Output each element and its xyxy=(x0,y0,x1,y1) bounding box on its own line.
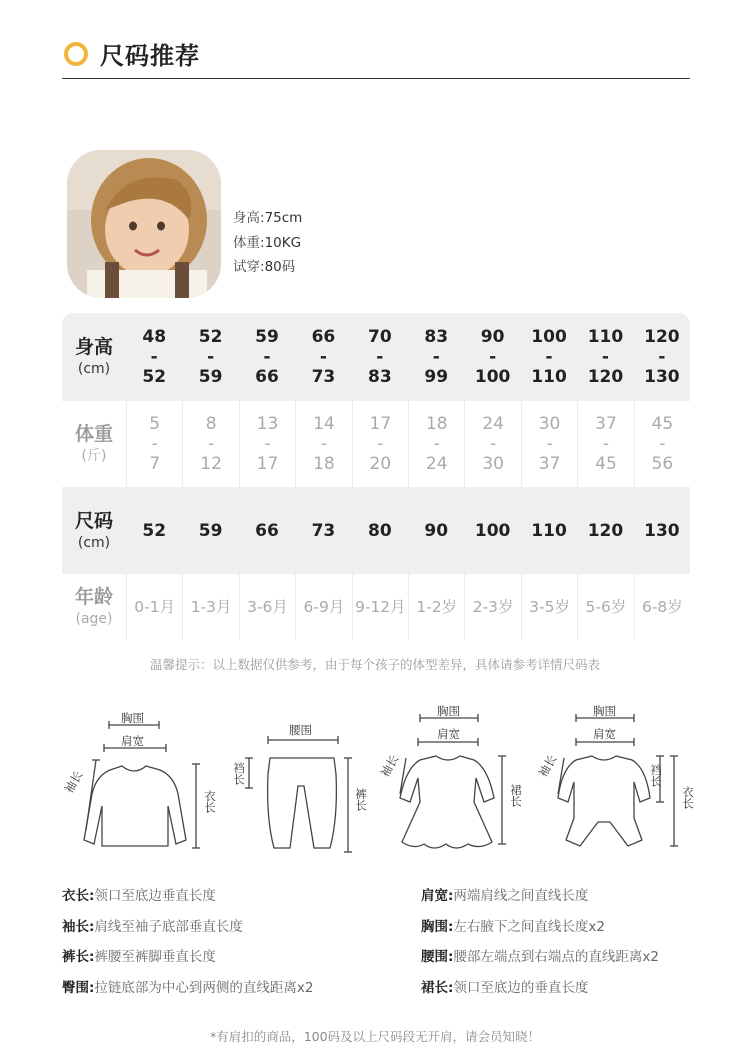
definition-term: 臀围: xyxy=(62,979,95,996)
cell-value: 130 xyxy=(644,520,680,541)
cell-value: 100 xyxy=(474,520,511,541)
cell-value: 20 xyxy=(369,454,392,474)
table-cell xyxy=(634,313,690,401)
table-cell xyxy=(239,313,295,401)
cell-value: 8 xyxy=(205,414,217,434)
footer-note: *有肩扣的商品，100码及以上尺码段无开肩，请会员知晓！ xyxy=(209,1029,541,1044)
cell-value: - xyxy=(658,347,666,367)
model-weight: 体重:10KG xyxy=(233,234,302,251)
definition-term: 衣长: xyxy=(62,888,95,904)
cell-value: 17 xyxy=(256,454,279,474)
garment-diagrams xyxy=(0,698,750,868)
cell-value: 120 xyxy=(587,520,624,541)
table-cell xyxy=(239,574,295,640)
table-cell xyxy=(577,487,633,574)
cell-value: - xyxy=(376,347,384,367)
cell-value: 66 xyxy=(255,520,279,541)
table-row xyxy=(62,313,690,401)
definition-text: 裤腰至裤脚垂直长度 xyxy=(94,949,216,965)
cell-value: - xyxy=(546,434,553,454)
cell-value: 24 xyxy=(425,454,448,474)
table-cell xyxy=(295,401,351,487)
definition-text: 两端肩线之间直线长度 xyxy=(453,888,589,904)
row-header xyxy=(62,313,126,401)
cell-value: 59 xyxy=(255,327,279,347)
row-header xyxy=(62,487,126,574)
cell-value: 80 xyxy=(367,520,392,541)
row-header-unit: (斤) xyxy=(81,448,107,464)
table-cell xyxy=(352,313,408,401)
definition-term: 肩宽: xyxy=(421,888,454,904)
cell-value: - xyxy=(151,434,158,454)
table-cell xyxy=(239,401,295,487)
definition-term: 腰围: xyxy=(421,949,454,965)
row-header-title: 体重 xyxy=(74,423,113,445)
model-info xyxy=(233,206,302,280)
cell-value: 1-2岁 xyxy=(416,598,458,616)
definition-text: 领口至底边垂直长度 xyxy=(94,888,216,904)
cell-value: - xyxy=(207,347,215,367)
table-cell xyxy=(126,313,182,401)
model-height: 身高:75cm xyxy=(233,210,303,226)
row-header-title: 年龄 xyxy=(74,586,113,608)
size-table xyxy=(62,313,690,640)
row-header-unit: (age) xyxy=(75,611,113,627)
label-shoulder-romper: 肩宽 xyxy=(593,727,616,741)
cell-value: 5 xyxy=(149,414,161,434)
cell-value: 90 xyxy=(480,327,505,347)
row-header xyxy=(62,574,126,640)
label-sleeve: 袖长 xyxy=(61,768,86,796)
cell-value: - xyxy=(150,347,158,367)
definition-item xyxy=(421,942,659,973)
row-header xyxy=(62,401,126,487)
cell-value: - xyxy=(377,434,384,454)
label-chest-romper: 胸围 xyxy=(593,704,616,718)
definition-item xyxy=(62,942,313,973)
cell-value: 17 xyxy=(369,414,392,434)
definition-term: 裙长: xyxy=(421,979,454,996)
cell-value: 56 xyxy=(651,454,674,474)
cell-value: 100 xyxy=(474,367,511,387)
cell-value: 83 xyxy=(367,367,392,387)
cell-value: 59 xyxy=(198,520,223,541)
definition-item xyxy=(421,881,659,912)
cell-value: - xyxy=(263,347,271,367)
cell-value: 0-1月 xyxy=(134,598,176,616)
cell-value: 12 xyxy=(200,454,222,474)
row-header-title: 身高 xyxy=(74,336,113,358)
cell-value: 110 xyxy=(587,327,624,347)
cell-value: 73 xyxy=(311,520,336,541)
cell-value: 3-5岁 xyxy=(529,598,570,616)
cell-value: 130 xyxy=(644,367,680,387)
label-length-romper: 衣长 xyxy=(681,786,695,809)
cell-value: - xyxy=(433,434,440,454)
table-cell xyxy=(295,313,351,401)
cell-value: 30 xyxy=(538,414,561,434)
table-cell xyxy=(182,574,238,640)
cell-value: 120 xyxy=(587,367,624,387)
definition-text: 拉链底部为中心到两侧的直线距离x2 xyxy=(94,979,314,996)
table-cell xyxy=(408,487,464,574)
model-photo xyxy=(67,150,221,298)
table-cell xyxy=(634,487,690,574)
table-cell xyxy=(182,401,238,487)
cell-value: - xyxy=(601,347,609,367)
definition-text: 腰部左端点到右端点的直线距离x2 xyxy=(453,949,659,965)
cell-value: - xyxy=(319,347,327,367)
definition-item xyxy=(62,973,313,1004)
table-cell xyxy=(521,574,577,640)
table-cell xyxy=(577,574,633,640)
table-cell xyxy=(126,574,182,640)
table-row xyxy=(62,401,690,487)
cell-value: - xyxy=(489,347,497,367)
cell-value: 9-12月 xyxy=(354,598,406,616)
cell-value: 14 xyxy=(313,414,335,434)
cell-value: - xyxy=(659,434,666,454)
label-skirt: 裙长 xyxy=(509,784,523,807)
table-cell xyxy=(634,401,690,487)
table-row xyxy=(62,574,690,640)
label-length: 衣长 xyxy=(203,790,217,813)
cell-value: 37 xyxy=(595,414,617,434)
cell-value: - xyxy=(490,434,497,454)
cell-value: 1-3月 xyxy=(190,598,232,616)
section-header xyxy=(62,34,690,79)
definitions-left xyxy=(62,881,313,1003)
cell-value: 120 xyxy=(644,327,680,347)
cell-value: 2-3岁 xyxy=(472,598,514,616)
cell-value: 5-6岁 xyxy=(585,598,627,616)
cell-value: 37 xyxy=(538,454,561,474)
table-cell xyxy=(352,487,408,574)
row-header-title: 尺码 xyxy=(74,509,113,532)
label-shoulder-dress: 肩宽 xyxy=(437,727,460,741)
table-cell xyxy=(408,313,464,401)
cell-value: - xyxy=(320,434,327,454)
table-cell xyxy=(126,401,182,487)
cell-value: 59 xyxy=(198,367,223,387)
cell-value: 66 xyxy=(311,327,336,347)
table-cell xyxy=(239,487,295,574)
label-sleeve-dress: 袖长 xyxy=(377,752,402,780)
cell-value: 6-9月 xyxy=(303,598,345,616)
cell-value: 110 xyxy=(531,520,567,541)
definition-text: 肩线至袖子底部垂直长度 xyxy=(94,918,243,935)
cell-value: - xyxy=(208,434,215,454)
label-chest-dress: 胸围 xyxy=(437,704,460,718)
table-cell xyxy=(521,401,577,487)
cell-value: 45 xyxy=(595,454,617,474)
definition-item xyxy=(421,973,659,1004)
table-cell xyxy=(464,574,520,640)
table-cell xyxy=(295,574,351,640)
cell-value: 52 xyxy=(198,327,223,347)
table-cell xyxy=(126,487,182,574)
cell-value: - xyxy=(602,434,610,454)
size-note: 温馨提示：以上数据仅供参考，由于每个孩子的体型差异，具体请参考详情尺码表 xyxy=(149,657,600,672)
definition-term: 胸围: xyxy=(421,918,454,935)
label-chest: 胸围 xyxy=(121,711,144,725)
table-cell xyxy=(464,313,520,401)
table-cell xyxy=(352,401,408,487)
table-cell xyxy=(577,313,633,401)
cell-value: 99 xyxy=(424,367,449,387)
garment-outlines xyxy=(0,698,750,868)
definition-term: 裤长: xyxy=(62,949,95,965)
cell-value: 18 xyxy=(313,454,335,474)
cell-value: 66 xyxy=(255,367,279,387)
label-pants: 裤长 xyxy=(354,788,368,811)
cell-value: - xyxy=(432,347,440,367)
cell-value: 90 xyxy=(424,520,449,541)
cell-value: 13 xyxy=(256,414,279,434)
label-shoulder: 肩宽 xyxy=(121,734,144,748)
circle-icon xyxy=(64,42,88,66)
cell-value: 70 xyxy=(367,327,392,347)
table-cell xyxy=(521,487,577,574)
definition-item xyxy=(62,881,313,912)
cell-value: 52 xyxy=(142,367,167,387)
cell-value: 73 xyxy=(311,367,336,387)
table-cell xyxy=(352,574,408,640)
definitions-right xyxy=(421,881,659,1003)
label-rise: 裆长 xyxy=(232,762,246,785)
cell-value: 83 xyxy=(424,327,449,347)
definition-term: 袖长: xyxy=(62,918,95,935)
cell-value: 3-6月 xyxy=(247,598,288,616)
table-cell xyxy=(464,401,520,487)
cell-value: 52 xyxy=(142,520,167,541)
table-cell xyxy=(634,574,690,640)
cell-value: 18 xyxy=(425,414,448,434)
row-header-unit: (cm) xyxy=(77,361,111,377)
cell-value: 48 xyxy=(142,327,167,347)
table-cell xyxy=(577,401,633,487)
cell-value: 30 xyxy=(482,454,504,474)
label-rise-romper: 裆长 xyxy=(649,764,663,787)
cell-value: 7 xyxy=(149,454,161,474)
model-try: 试穿:80码 xyxy=(233,259,296,275)
cell-value: 6-8岁 xyxy=(641,598,683,616)
page-title: 尺码推荐 xyxy=(100,42,200,70)
definition-item xyxy=(62,912,313,943)
cell-value: 24 xyxy=(482,414,504,434)
row-header-unit: (cm) xyxy=(77,534,111,551)
table-row xyxy=(62,487,690,574)
table-cell xyxy=(464,487,520,574)
cell-value: 45 xyxy=(651,414,674,434)
label-waist: 腰围 xyxy=(289,723,312,737)
table-cell xyxy=(295,487,351,574)
cell-value: - xyxy=(545,347,553,367)
table-cell xyxy=(408,401,464,487)
table-cell xyxy=(408,574,464,640)
table-cell xyxy=(182,313,238,401)
cell-value: 100 xyxy=(531,327,567,347)
definition-text: 左右腋下之间直线长度x2 xyxy=(453,918,605,935)
table-cell xyxy=(182,487,238,574)
cell-value: 110 xyxy=(531,367,567,387)
cell-value: - xyxy=(264,434,271,454)
label-sleeve-romper: 袖长 xyxy=(535,752,560,780)
definition-item xyxy=(421,912,659,943)
definition-text: 领口至底边的垂直长度 xyxy=(453,979,589,996)
table-cell xyxy=(521,313,577,401)
